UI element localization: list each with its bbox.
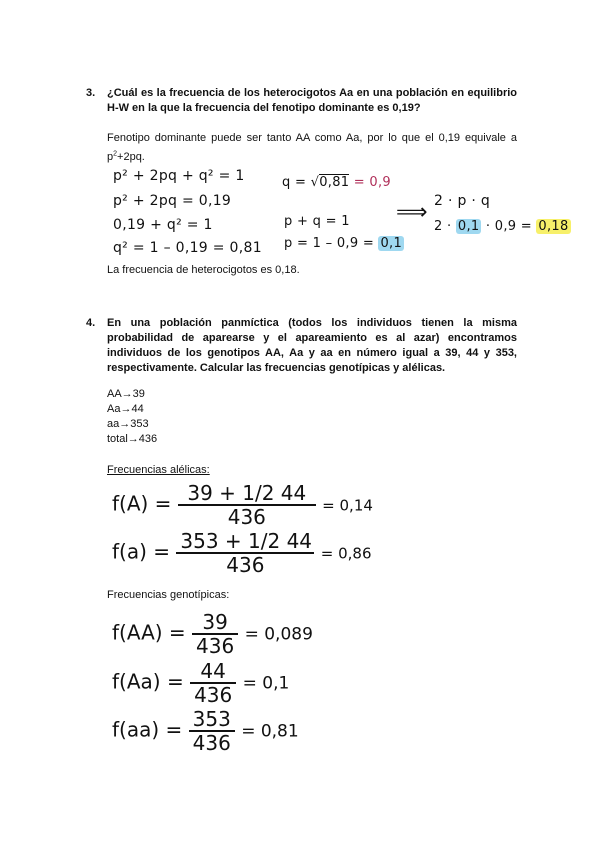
allelic-title: Frecuencias alélicas: <box>107 464 210 476</box>
calc-mid: · 0,9 = <box>485 219 532 234</box>
allelic-A-numerator: 39 + 1/2 44 <box>178 482 316 506</box>
genotypic-title: Frecuencias genotípicas: <box>107 589 230 601</box>
q-root-result: = 0,9 <box>353 175 391 190</box>
hw-line-2: p² + 2pq = 0,19 <box>113 193 232 209</box>
question-3-answer: La frecuencia de heterocigotos es 0,18. <box>107 264 300 276</box>
calc-line <box>434 219 571 234</box>
expr-base: p <box>107 150 114 163</box>
genotype-counts-list <box>107 387 157 447</box>
q-root-value: 0,81 <box>319 175 350 190</box>
hw-line-1: p² + 2pq + q² = 1 <box>113 168 245 184</box>
question-4-text: En una población panmíctica (todos los individuos tienen la misma probabilidad de aparearse y el apareamiento es al azar) encontramos individuos de los genotipos AA, Aa y aa en número igual a 39, 44 y 353, respectivamente. Calcular las frecuencias genotípicas y alélicas. <box>107 317 517 374</box>
count-aa-recessive: aa→353 <box>107 418 149 430</box>
count-aa-dominant: AA→39 <box>107 388 145 400</box>
genotypic-row-Aa <box>112 660 289 706</box>
pq-sum-line: p + q = 1 <box>284 214 350 229</box>
genotypic-aa-fraction <box>189 708 235 754</box>
genotypic-AA-fraction <box>192 611 238 657</box>
implies-arrow-icon: ⟹ <box>396 200 428 225</box>
genotypic-row-aa <box>112 708 299 754</box>
question-3-text: ¿Cuál es la frecuencia de los heterocigotos Aa en una población en equilibrio H-W en la que la frecuencia del fenotipo dominante es 0,19? <box>107 87 517 114</box>
allelic-a-result: = 0,86 <box>320 544 372 563</box>
genotypic-aa-result: = 0,81 <box>241 721 299 742</box>
hw-line-3: 0,19 + q² = 1 <box>113 217 213 233</box>
allelic-A-denominator: 436 <box>227 505 266 529</box>
q-root-line <box>282 175 391 190</box>
formula-line: 2 · p · q <box>434 193 491 209</box>
genotypic-AA-numerator: 39 <box>192 611 238 635</box>
genotypic-aa-denominator: 436 <box>192 731 231 755</box>
genotypic-aa-numerator: 353 <box>189 708 235 732</box>
p-value-highlight: 0,1 <box>380 236 403 251</box>
allelic-a-numerator: 353 + 1/2 44 <box>176 530 314 554</box>
question-4-number: 4. <box>86 317 96 329</box>
hw-line-4: q² = 1 – 0,19 = 0,81 <box>113 240 262 256</box>
genotypic-Aa-fraction <box>190 660 236 706</box>
genotypic-Aa-label: f(Aa) = <box>112 669 184 694</box>
expr-rest: +2pq. <box>117 150 145 163</box>
genotypic-AA-label: f(AA) = <box>112 620 186 645</box>
allelic-a-fraction <box>176 530 314 576</box>
allelic-row-a <box>112 530 372 576</box>
p-calc-prefix: p = 1 – 0,9 = <box>284 236 375 251</box>
genotypic-AA-denominator: 436 <box>196 634 235 658</box>
p-calc-line <box>284 236 404 251</box>
allelic-row-A <box>112 482 373 528</box>
question-3-explanation <box>107 131 517 165</box>
q-root-prefix: q = √ <box>282 175 320 190</box>
count-aa-hetero: Aa→44 <box>107 403 144 415</box>
genotypic-Aa-denominator: 436 <box>194 683 233 707</box>
allelic-a-denominator: 436 <box>226 553 265 577</box>
genotypic-row-AA <box>112 611 313 657</box>
genotypic-Aa-result: = 0,1 <box>242 673 290 694</box>
allelic-A-fraction <box>178 482 316 528</box>
calc-p-highlight: 0,1 <box>457 219 480 234</box>
expression <box>107 151 145 163</box>
calc-prefix: 2 · <box>434 219 452 234</box>
genotypic-AA-result: = 0,089 <box>244 624 313 645</box>
count-total: total→436 <box>107 433 158 445</box>
calc-result-highlight: 0,18 <box>538 219 569 234</box>
allelic-A-result: = 0,14 <box>322 496 373 515</box>
explanation-text: Fenotipo dominante puede ser tanto AA como Aa, por lo que el 0,19 equivale a <box>107 132 517 144</box>
question-3-number: 3. <box>86 87 96 99</box>
genotypic-aa-label: f(aa) = <box>112 717 183 742</box>
allelic-a-label: f(a) = <box>112 539 171 564</box>
genotypic-Aa-numerator: 44 <box>190 660 236 684</box>
expr-sup: 2 <box>113 150 118 157</box>
allelic-A-label: f(A) = <box>112 491 172 516</box>
